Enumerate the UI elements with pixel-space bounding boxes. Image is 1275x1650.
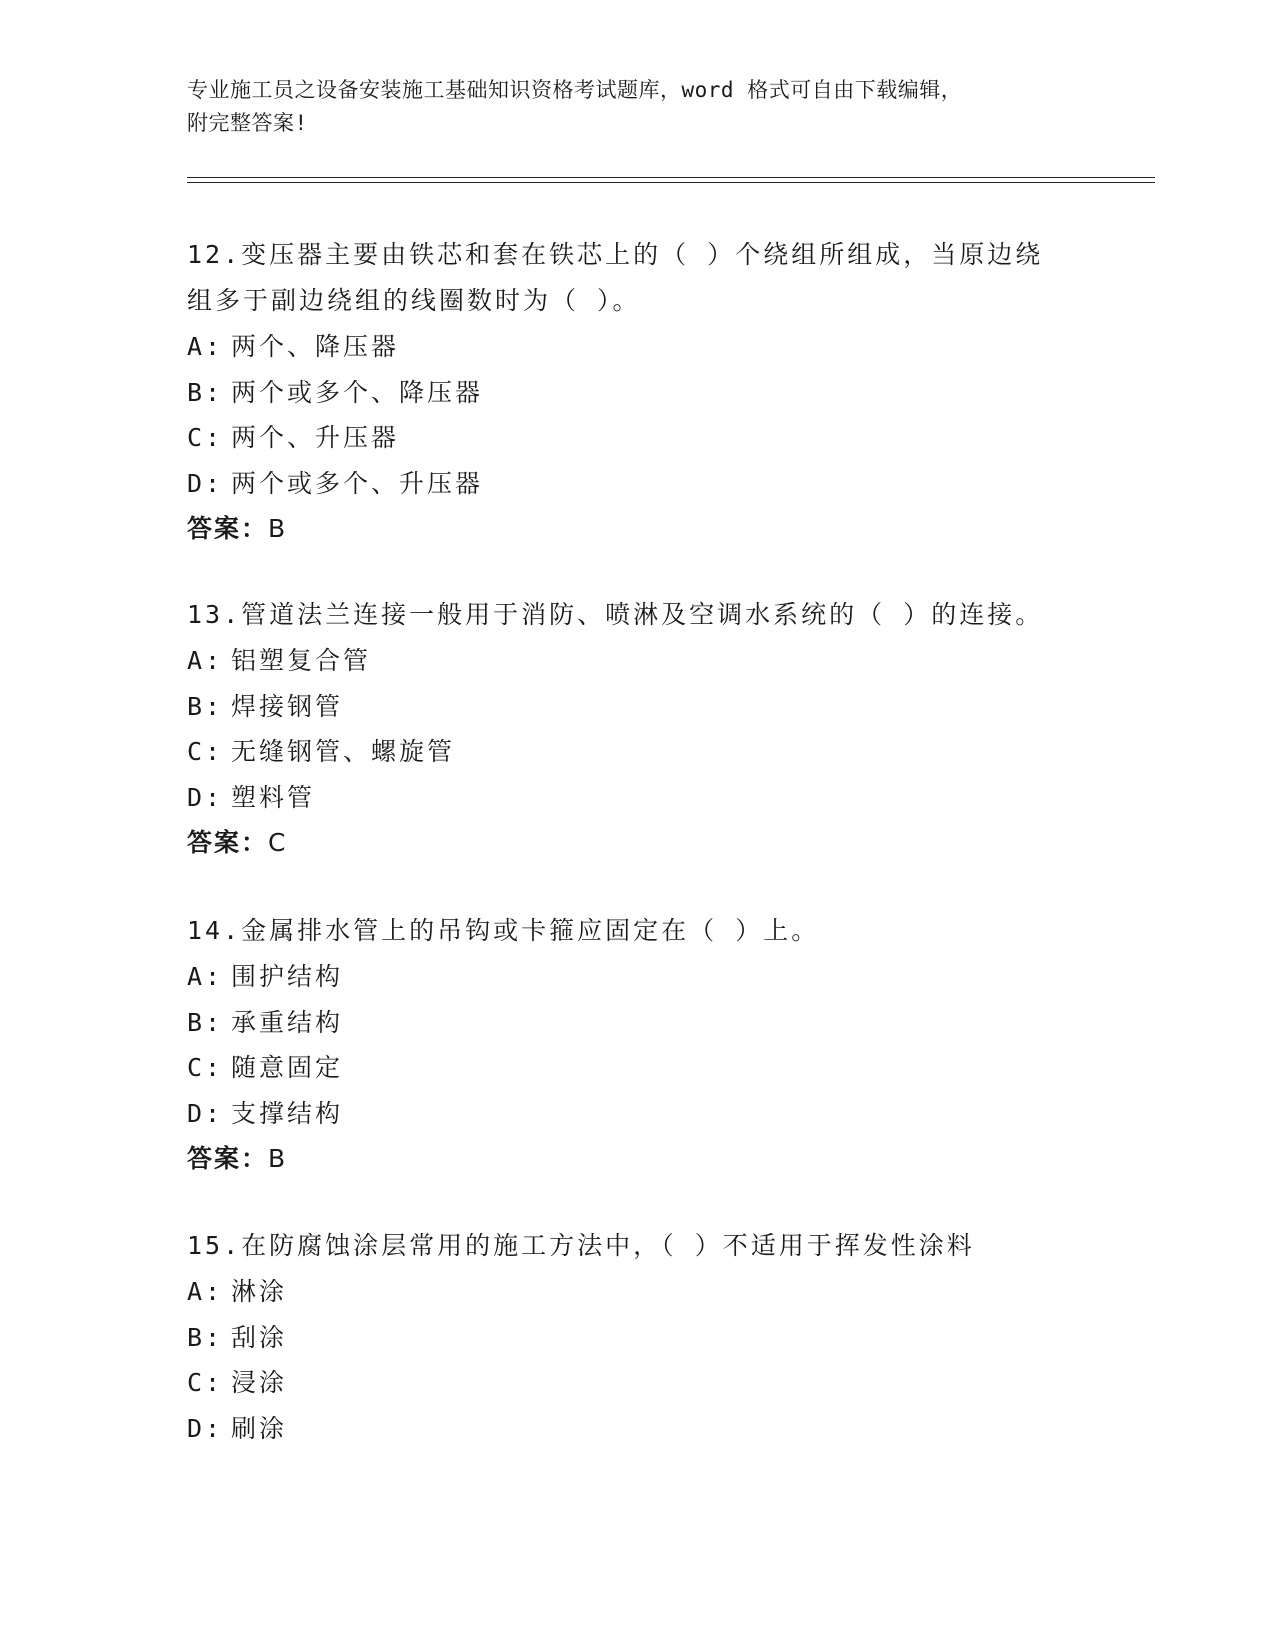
option-d: [187, 775, 1087, 821]
question-stem-line: 15.在防腐蚀涂层常用的施工方法中，（ ）不适用于挥发性涂料: [187, 1231, 975, 1260]
answer: [187, 506, 1087, 552]
option-key: C:: [187, 423, 224, 452]
option-b: [187, 684, 1087, 730]
option-text: 焊接钢管: [231, 691, 344, 721]
header-divider-bottom: [187, 182, 1155, 183]
question-12: [187, 232, 1087, 552]
option-text: 两个或多个、降压器: [231, 377, 484, 407]
option-d: [187, 1091, 1087, 1137]
answer-label: 答案：: [187, 828, 269, 857]
question-stem-line: 13.管道法兰连接一般用于消防、喷淋及空调水系统的（ ）的连接。: [187, 600, 1044, 629]
option-key: B:: [187, 377, 224, 407]
answer-label: 答案：: [187, 1144, 269, 1173]
option-c: [187, 415, 1087, 461]
option-text: 支撑结构: [231, 1098, 344, 1128]
option-text: 围护结构: [231, 962, 344, 991]
option-key: C:: [187, 1053, 224, 1082]
header-line-1: 专业施工员之设备安装施工基础知识资格考试题库，word 格式可自由下载编辑，: [187, 78, 963, 102]
option-c: [187, 1360, 1087, 1406]
option-key: D:: [187, 782, 224, 812]
answer: [187, 1136, 1087, 1182]
option-a: [187, 324, 1087, 370]
option-a: [187, 954, 1087, 1000]
option-text: 淋涂: [231, 1277, 288, 1306]
option-key: D:: [187, 1413, 224, 1443]
document-header: [187, 74, 1107, 140]
option-d: [187, 1406, 1087, 1452]
option-key: B:: [187, 691, 224, 721]
option-text: 刷涂: [231, 1413, 288, 1443]
option-key: A:: [187, 1277, 224, 1306]
option-text: 随意固定: [231, 1053, 344, 1082]
option-text: 浸涂: [231, 1368, 288, 1397]
header-divider-top: [187, 177, 1155, 178]
question-stem-line: 12.变压器主要由铁芯和套在铁芯上的（ ）个绕组所组成，当原边绕: [187, 240, 1044, 269]
question-stem-line: 组多于副边绕组的线圈数时为（ ）。: [187, 286, 641, 315]
option-key: B:: [187, 1322, 224, 1352]
option-text: 两个、降压器: [231, 332, 400, 361]
option-key: D:: [187, 468, 224, 498]
question-13: [187, 592, 1087, 866]
question-stem-line: 14.金属排水管上的吊钩或卡箍应固定在（ ）上。: [187, 916, 820, 945]
option-c: [187, 729, 1087, 775]
answer-label: 答案：: [187, 514, 269, 543]
answer-value: B: [268, 1144, 288, 1173]
option-text: 无缝钢管、螺旋管: [231, 737, 456, 766]
option-c: [187, 1045, 1087, 1091]
option-key: C:: [187, 737, 224, 766]
option-key: A:: [187, 646, 224, 675]
option-b: [187, 370, 1087, 416]
option-key: C:: [187, 1368, 224, 1397]
option-text: 承重结构: [231, 1007, 344, 1037]
option-key: B:: [187, 1007, 224, 1037]
header-line-2: 附完整答案!: [187, 111, 308, 135]
option-text: 铝塑复合管: [231, 646, 372, 675]
option-text: 两个、升压器: [231, 423, 400, 452]
option-a: [187, 1269, 1087, 1315]
option-text: 刮涂: [231, 1322, 288, 1352]
question-14: [187, 908, 1087, 1182]
option-key: A:: [187, 962, 224, 991]
option-b: [187, 1000, 1087, 1046]
option-b: [187, 1315, 1087, 1361]
option-text: 塑料管: [231, 782, 316, 812]
option-key: D:: [187, 1098, 224, 1128]
option-key: A:: [187, 332, 224, 361]
answer-value: C: [268, 828, 288, 857]
question-15: [187, 1223, 1087, 1451]
answer: [187, 820, 1087, 866]
answer-value: B: [268, 514, 288, 543]
option-text: 两个或多个、升压器: [231, 468, 484, 498]
option-d: [187, 461, 1087, 507]
option-a: [187, 638, 1087, 684]
